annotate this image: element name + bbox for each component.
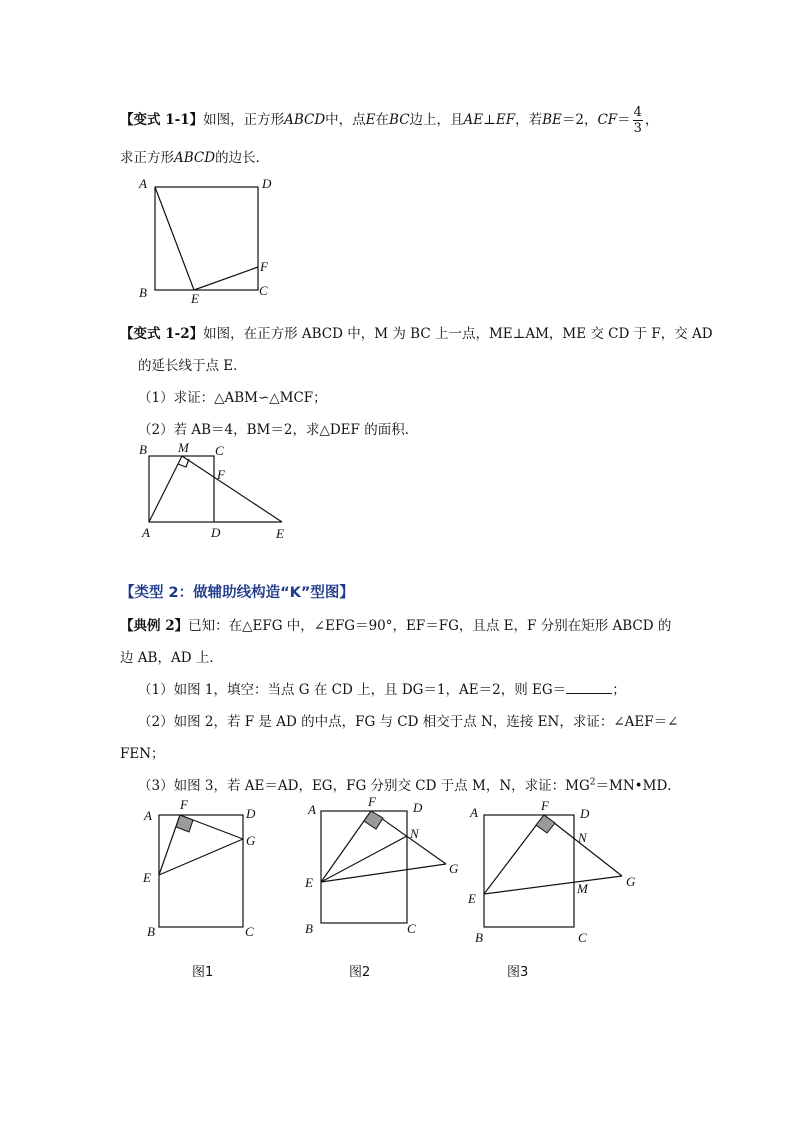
- fig3-right-angle-mark: [536, 815, 555, 833]
- fig3-label-d: D: [580, 806, 590, 821]
- v12-line2: 的延长线于点 E．: [138, 358, 247, 374]
- ex2-tag: 【典例 2】: [120, 618, 189, 634]
- v11-line2-a: 求正方形: [120, 150, 174, 166]
- fig3-label-c: C: [578, 930, 587, 945]
- fig2-label-g: G: [449, 861, 459, 876]
- v11-text-e: ，若: [515, 112, 543, 128]
- v11-abcd: ABCD: [284, 112, 326, 128]
- fig2-label-c: C: [407, 921, 416, 936]
- v11-line2-c: 的边长．: [215, 150, 270, 166]
- ex2-q2a: （2）如图 2，若 F 是 AD 的中点，FG 与 CD 相交于点 N，连接 EN，求证：∠AEF＝∠: [138, 714, 679, 730]
- v12-label-d: D: [211, 525, 221, 540]
- ex2-q1-text: （1）如图 1，填空：当点 G 在 CD 上，且 DG＝1，AE＝2，则 EG＝: [138, 682, 567, 698]
- ex2-line2: 边 AB，AD 上．: [120, 650, 223, 666]
- fig3-label-g: G: [626, 874, 636, 889]
- fig3-label-a: A: [470, 805, 478, 820]
- v11-label-b: B: [139, 285, 147, 300]
- v11-tag: 【变式 1-1】: [120, 112, 204, 128]
- v11-frac-den: 3: [633, 121, 642, 136]
- ex2-q3-sup: 2: [589, 777, 596, 788]
- fig1-label-f: F: [180, 797, 188, 812]
- v12-q2: （2）若 AB＝4，BM＝2，求△DEF 的面积．: [138, 422, 419, 438]
- v11-text-f: ＝2，: [561, 112, 598, 128]
- fig2-label-d: D: [413, 800, 423, 815]
- v11-text-d: 边上，且: [409, 112, 464, 128]
- fig3-label-e: E: [468, 891, 476, 906]
- fig3-segment-ef: [484, 815, 544, 894]
- v11-text-a: 如图，正方形: [203, 112, 285, 128]
- v11-bc: BC: [389, 112, 410, 128]
- fig3-rectangle: [484, 815, 574, 927]
- v11-label-f: F: [260, 259, 268, 274]
- v11-cf: CF: [597, 112, 618, 128]
- v12-label-b: B: [139, 442, 147, 457]
- fig1-label-e: E: [143, 870, 151, 885]
- v11-label-e: E: [191, 291, 199, 306]
- ex2-q3-end: ＝MN•MD．: [595, 778, 681, 794]
- fig1-caption: 图1: [192, 965, 214, 980]
- v11-e: E: [365, 112, 376, 128]
- ex2-q1-end: ；: [612, 682, 626, 698]
- fig3-segment-fg: [544, 815, 622, 876]
- v11-be: BE: [542, 112, 562, 128]
- v11-perp: AE⊥EF: [463, 112, 516, 128]
- v11-label-c: C: [259, 283, 268, 298]
- v11-frac-num: 4: [633, 105, 642, 120]
- ex2-q3-text: （3）如图 3，若 AE＝AD，EG，FG 分别交 CD 于点 M，N，求证：MG: [138, 778, 590, 794]
- fig3-label-m: M: [577, 881, 588, 896]
- v12-label-c: C: [215, 443, 224, 458]
- v12-label-f: F: [217, 467, 225, 482]
- v11-line2-b: ABCD: [174, 150, 216, 166]
- v12-q1: （1）求证：△ABM∽△MCF；: [138, 390, 327, 406]
- fig2-label-b: B: [305, 921, 313, 936]
- v12-text: 如图，在正方形 ABCD 中，M 为 BC 上一点，ME⊥AM，ME 交 CD 于 F，交 AD: [203, 326, 713, 342]
- v11-label-a: A: [139, 176, 147, 191]
- fig2-label-e: E: [305, 875, 313, 890]
- v11-text-c: 在: [375, 112, 390, 128]
- fig1-label-c: C: [245, 924, 254, 939]
- type2-heading: 【类型 2：做辅助线构造“K”型图】: [120, 585, 354, 601]
- v12-label-m: M: [178, 440, 189, 455]
- fig3-label-n: N: [578, 830, 587, 845]
- fig1-label-d: D: [246, 806, 256, 821]
- ex2-q2b: FEN；: [120, 746, 165, 762]
- v11-text-g: ，: [644, 112, 659, 128]
- fig1-label-g: G: [246, 833, 256, 848]
- v11-text-b: 中，点: [325, 112, 366, 128]
- fig3-label-b: B: [475, 930, 483, 945]
- v12-tag: 【变式 1-2】: [120, 326, 204, 342]
- fig1-label-a: A: [144, 808, 152, 823]
- fig3-segment-eg: [484, 876, 622, 894]
- fig2-label-a: A: [308, 802, 316, 817]
- fig1-label-b: B: [147, 924, 155, 939]
- ex2-text: 已知：在△EFG 中，∠EFG＝90°，EF＝FG，且点 E，F 分别在矩形 ABCD 的: [188, 618, 672, 634]
- fig3-label-f: F: [541, 798, 549, 813]
- v11-eq: ＝: [617, 112, 631, 128]
- fig2-label-n: N: [410, 826, 419, 841]
- fig2-label-f: F: [368, 794, 376, 809]
- fig3-caption: 图3: [507, 965, 529, 980]
- v12-label-e: E: [276, 526, 284, 541]
- v12-label-a: A: [142, 525, 150, 540]
- v11-label-d: D: [262, 176, 272, 191]
- fig2-caption: 图2: [349, 965, 371, 980]
